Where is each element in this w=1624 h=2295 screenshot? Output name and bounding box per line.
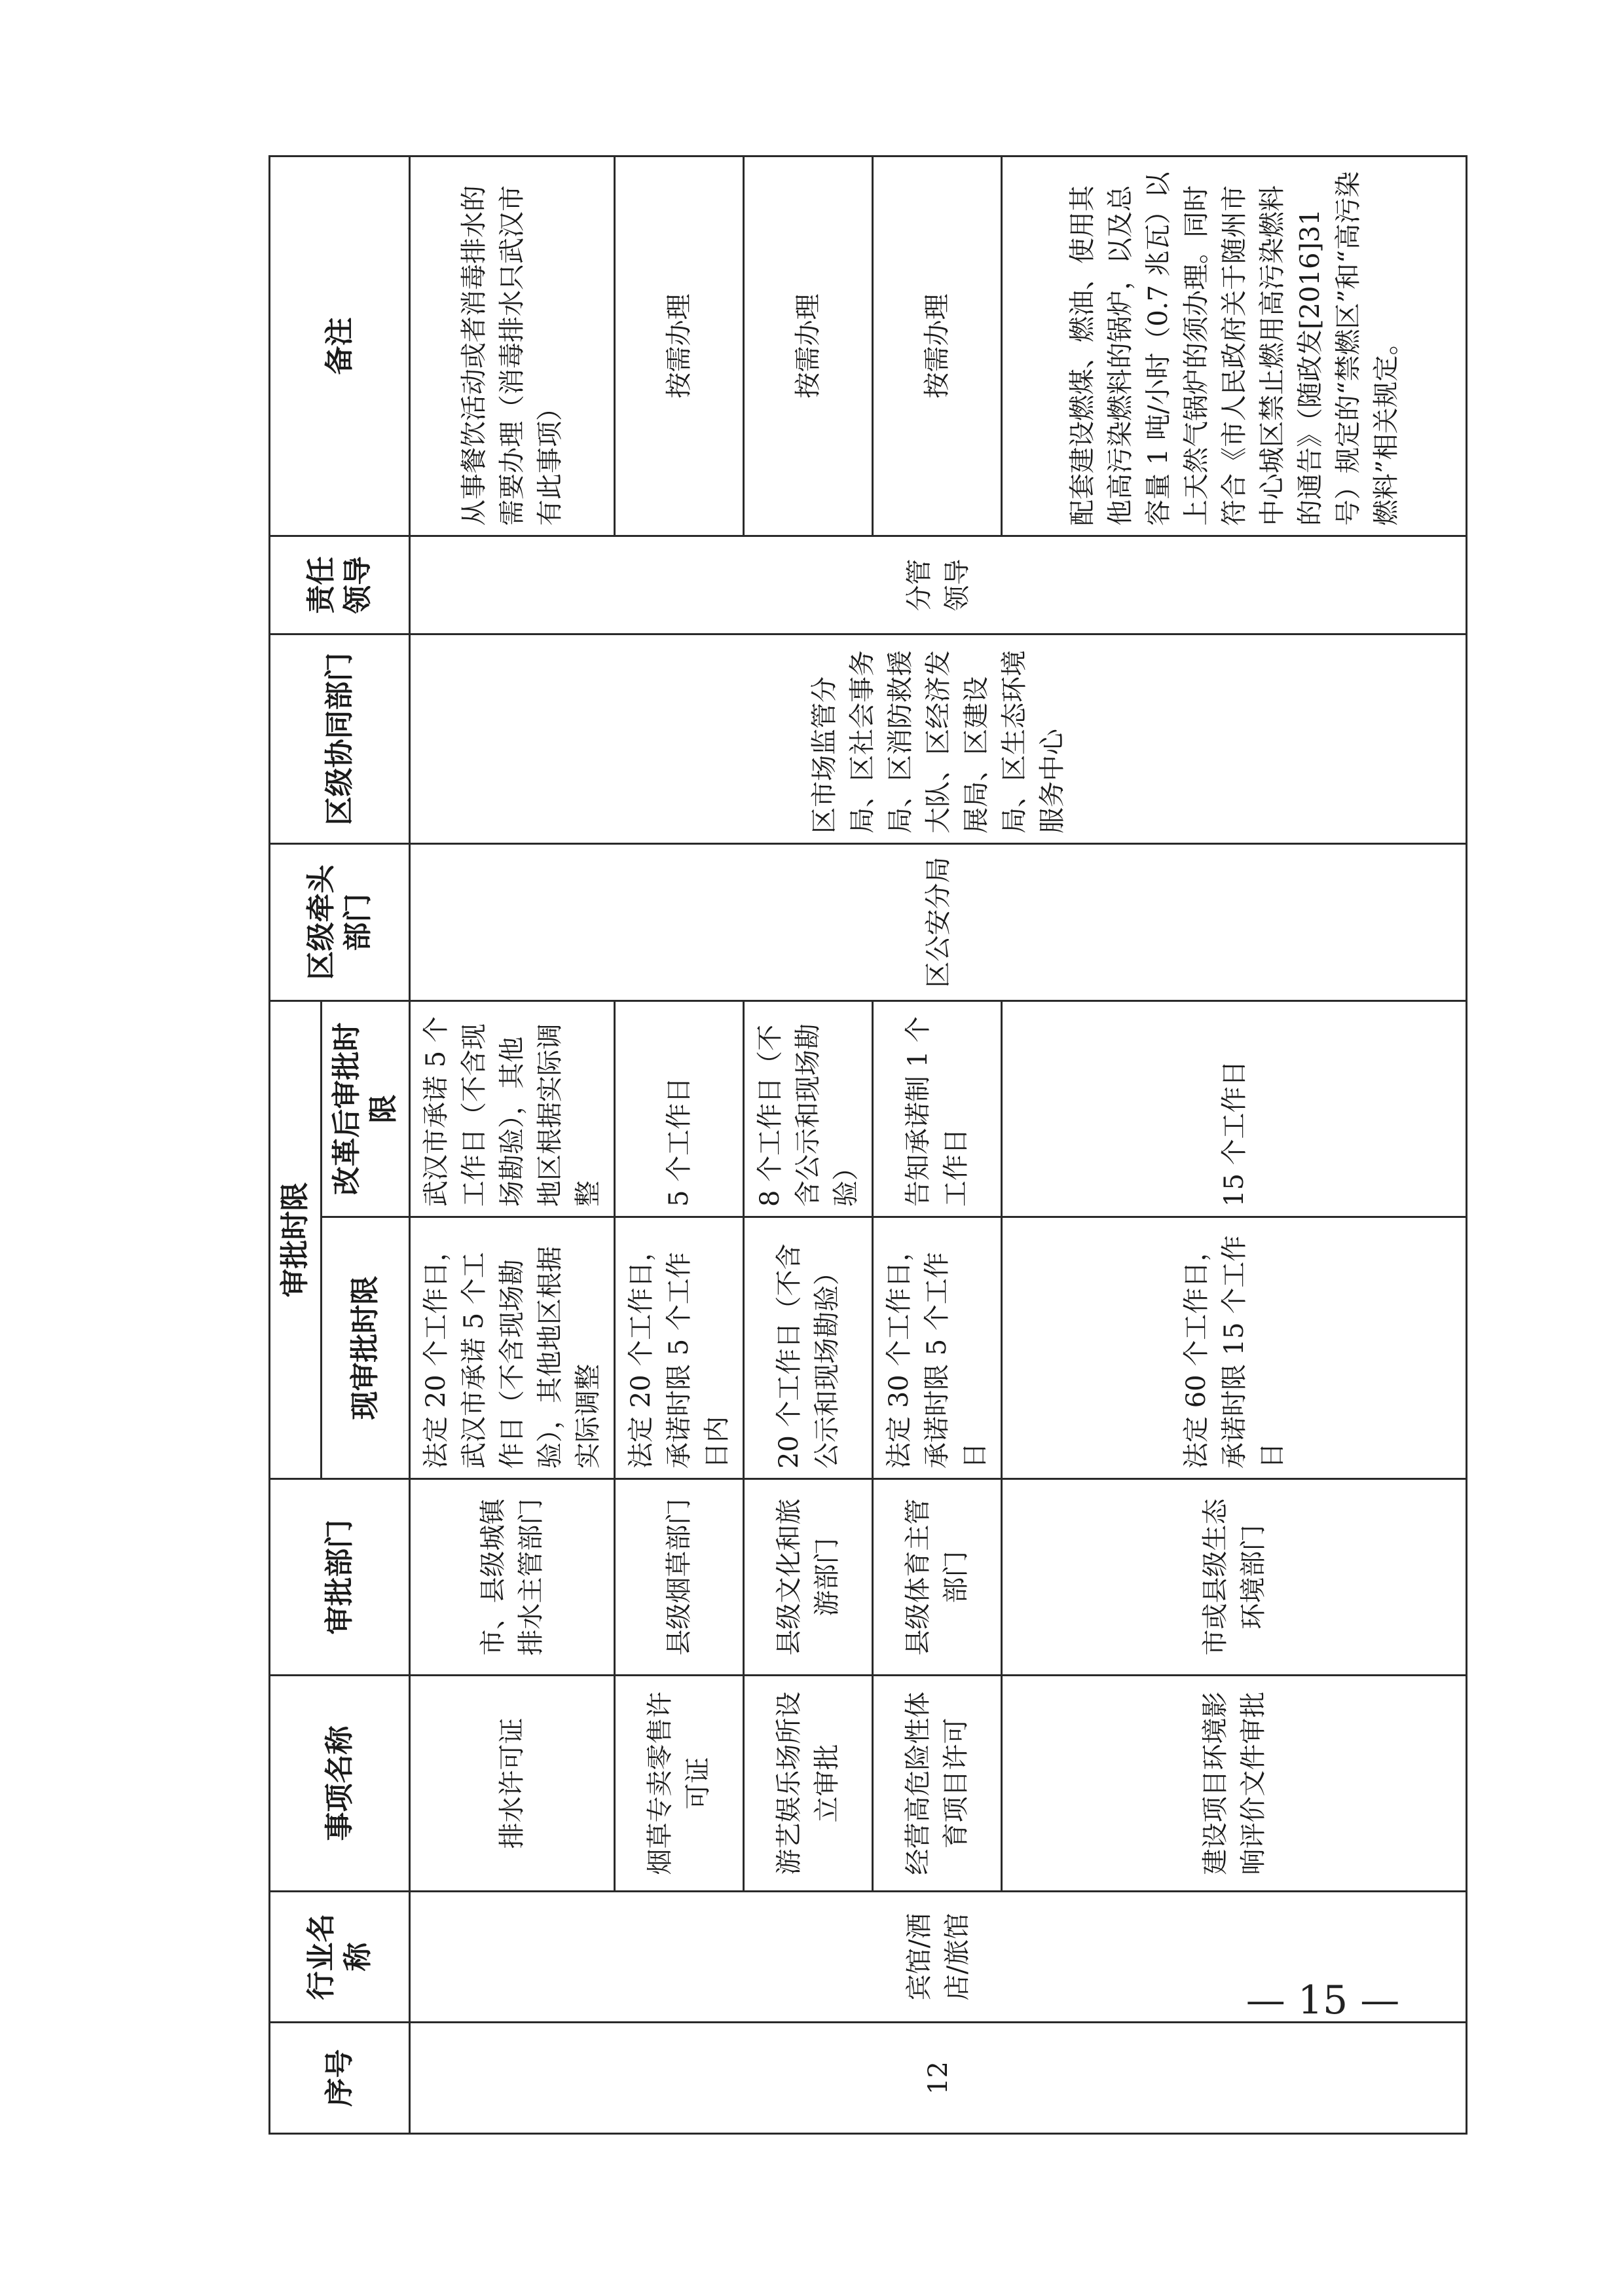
cell-current-time: 20 个工作日（不含公示和现场勘验） [744,1217,873,1479]
table-row [615,156,744,2134]
header-current-time: 现审批时限 [322,1217,410,1479]
cell-dept: 市、县级城镇排水主管部门 [410,1479,615,1676]
cell-item: 烟草专卖零售许可证 [615,1676,744,1892]
cell-reform-time: 5 个工作日 [615,1001,744,1217]
header-leader: 责任领导 [270,536,410,634]
header-coop-dept: 区级协同部门 [270,634,410,844]
cell-note: 按需办理 [873,156,1002,536]
header-industry: 行业名称 [270,1892,410,2023]
table-row [744,156,873,2134]
cell-lead-dept: 区公安分局 [410,844,1467,1001]
cell-reform-time: 8 个工作日（不含公示和现场勘验） [744,1001,873,1217]
cell-note: 按需办理 [744,156,873,536]
rotated-table-frame [268,157,1401,2135]
cell-item: 建设项目环境影响评价文件审批 [1002,1676,1467,1892]
cell-dept: 县级烟草部门 [615,1479,744,1676]
cell-current-time: 法定 30 个工作日，承诺时限 5 个工作日 [873,1217,1002,1479]
header-item: 事项名称 [270,1676,410,1892]
header-reform-time: 改革后审批时限 [322,1001,410,1217]
cell-note: 按需办理 [615,156,744,536]
table-row [873,156,1002,2134]
header-dept: 审批部门 [270,1479,410,1676]
cell-reform-time: 告知承诺制 1 个工作日 [873,1001,1002,1217]
cell-current-time: 法定 60 个工作日，承诺时限 15 个工作日 [1002,1217,1467,1479]
header-time-group: 审批时限 [270,1001,322,1479]
cell-seq: 12 [410,2023,1467,2134]
header-seq: 序号 [270,2023,410,2134]
cell-reform-time: 15 个工作日 [1002,1001,1467,1217]
table-row [1002,156,1467,2134]
cell-coop-dept: 区市场监管分局、区社会事务局、区消防救援大队、区经济发展局、区建设局、区生态环境服务中心 [410,634,1467,844]
cell-current-time: 法定 20 个工作日，武汉市承诺 5 个工作日（不含现场勘验），其他地区根据实际调整 [410,1217,615,1479]
cell-dept: 县级文化和旅游部门 [744,1479,873,1676]
cell-dept: 县级体育主管部门 [873,1479,1002,1676]
rotated-table [268,157,1401,2135]
cell-current-time: 法定 20 个工作日，承诺时限 5 个工作日内 [615,1217,744,1479]
cell-industry: 宾馆/酒店/旅馆 [410,1892,1467,2023]
cell-dept: 市或县级生态环境部门 [1002,1479,1467,1676]
header-note: 备注 [270,156,410,536]
cell-item: 游艺娱乐场所设立审批 [744,1676,873,1892]
cell-item: 经营高危险性体育项目许可 [873,1676,1002,1892]
cell-reform-time: 武汉市承诺 5 个工作日（不含现场勘验），其他地区根据实际调整 [410,1001,615,1217]
page-number: — 15 — [1246,1977,1400,2023]
cell-note: 配套建设燃煤、燃油、使用其他高污染燃料的锅炉，以及总容量 1 吨/小时（0.7 兆瓦）以上天然气锅炉的须办理。同时符合《市人民政府关于随州市中心城区禁止燃用高污染燃料的通告》（随政发[2016]31 号）规定的“禁燃区”和“高污染燃料”相关规定。 [1002,156,1467,536]
table-row [410,156,615,2134]
header-lead-dept: 区级牵头部门 [270,844,410,1001]
cell-leader: 分管领导 [410,536,1467,634]
header-row-1 [270,156,322,2134]
cell-item: 排水许可证 [410,1676,615,1892]
approval-table [268,155,1467,2135]
cell-note: 从事餐饮活动或者消毒排水的需要办理（消毒排水只武汉市有此事项） [410,156,615,536]
